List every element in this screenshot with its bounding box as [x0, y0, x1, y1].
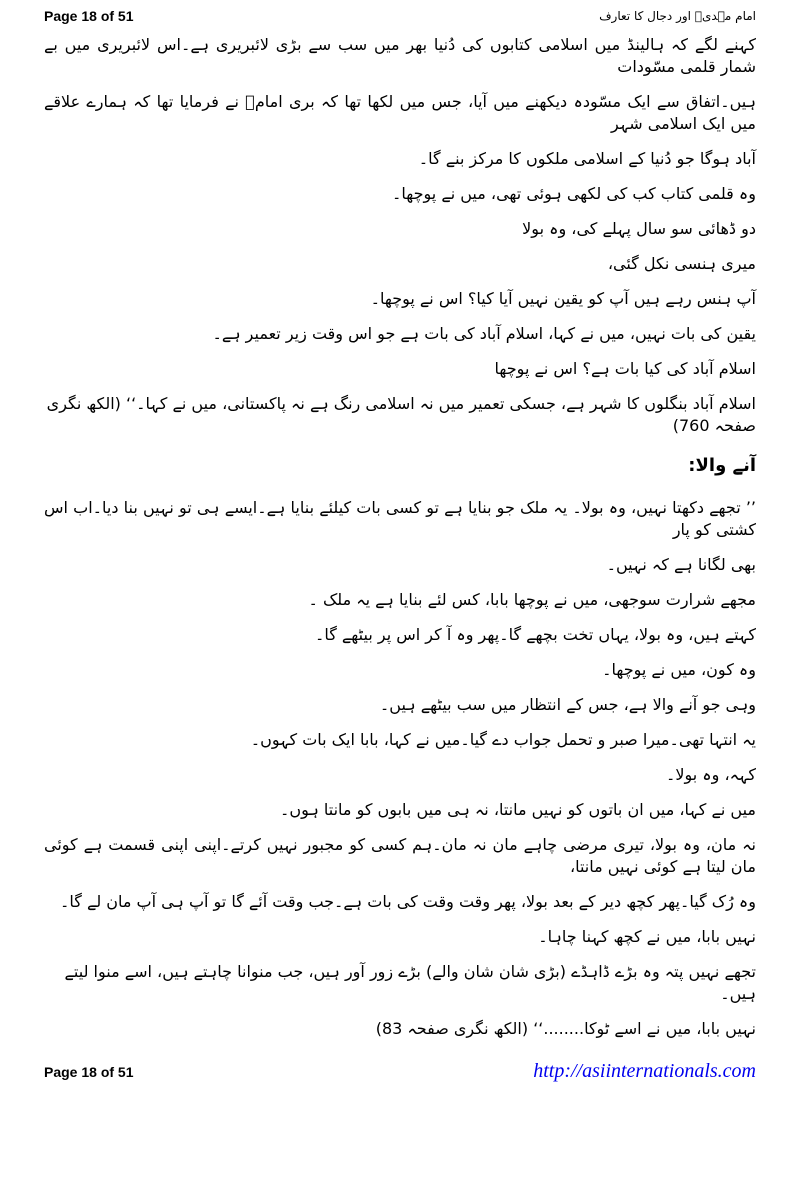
paragraph-line: مجھے شرارت سوجھی، میں نے پوچھا بابا، کس لئے بنایا ہے یہ ملک ۔: [308, 590, 756, 609]
paragraph-line: اسلام آباد کی کیا بات ہے؟ اس نے پوچھا: [494, 359, 756, 378]
paragraph-line: آباد ہوگا جو دُنیا کے اسلامی ملکوں کا مرکز بنے گا۔: [418, 149, 756, 168]
paragraph-line: کہتے ہیں، وہ بولا، یہاں تخت بچھے گا۔پھر وہ آ کر اس پر بیٹھے گا۔: [314, 625, 756, 644]
paragraph-line: میری ہنسی نکل گئی،: [607, 254, 756, 273]
paragraph-line: تجھے نہیں پتہ وہ بڑے ڈاہڈے (بڑی شان شان والے) بڑے زور آور ہیں، جب منوانا چاہتے ہیں، اسے منوا لیتے ہیں۔: [64, 962, 756, 1003]
header-page-number: Page 18 of 51: [44, 8, 134, 24]
paragraph-line: اسلام آباد بنگلوں کا شہر ہے، جسکی تعمیر میں نہ اسلامی رنگ ہے نہ پاکستانی، میں نے کہا۔‘‘ (الکھ نگری صفحہ 760): [46, 394, 756, 435]
page-footer: [44, 1060, 756, 1083]
paragraph-line: یقین کی بات نہیں، میں نے کہا، اسلام آباد کی بات ہے جو اس وقت زیر تعمیر ہے۔: [212, 324, 756, 343]
page-header: [44, 8, 756, 24]
paragraph-line: بھی لگانا ہے کہ نہیں۔: [606, 555, 756, 574]
footer-website-link[interactable]: http://asiinternationals.com: [533, 1060, 756, 1082]
paragraph-line: نہیں بابا، میں نے اسے ٹوکا........‘‘ (الکھ نگری صفحہ 83): [375, 1019, 756, 1038]
paragraph-line: وہ کون، میں نے پوچھا۔: [602, 660, 756, 679]
paragraph-line: کہہ، وہ بولا۔: [665, 765, 756, 784]
paragraph-line: یہ انتہا تھی۔میرا صبر و تحمل جواب دے گیا۔میں نے کہا، بابا ایک بات کہوں۔: [250, 730, 756, 749]
paragraph-line: وہی جو آنے والا ہے، جس کے انتظار میں سب بیٹھے ہیں۔: [379, 695, 756, 714]
page-body: [44, 34, 756, 1040]
paragraph-line: نہیں بابا، میں نے کچھ کہنا چاہا۔: [538, 927, 756, 946]
section-heading: آنے والا:: [688, 455, 756, 476]
paragraph-line: وہ قلمی کتاب کب کی لکھی ہوئی تھی، میں نے پوچھا۔: [392, 184, 756, 203]
paragraph-line: دو ڈھائی سو سال پہلے کی، وہ بولا: [522, 219, 756, 238]
paragraph-line: آپ ہنس رہے ہیں آپ کو یقین نہیں آیا کیا؟ اس نے پوچھا۔: [370, 289, 756, 308]
header-book-title: امام مہدیؑ اور دجال کا تعارف: [599, 9, 756, 23]
paragraph-line: ہیں۔اتفاق سے ایک مسّودہ دیکھنے میں آیا، جس میں لکھا تھا کہ بری امامؒ نے فرمایا تھا کہ ہمارے علاقے میں ایک اسلامی شہر: [44, 92, 756, 133]
paragraph-line: وہ رُک گیا۔پھر کچھ دیر کے بعد بولا، پھر وقت وقت کی بات ہے۔جب وقت آئے گا تو آپ ہی آپ مان لے گا۔: [59, 892, 756, 911]
footer-page-number: Page 18 of 51: [44, 1063, 134, 1080]
paragraph-line: نہ مان، وہ بولا، تیری مرضی چاہے مان نہ مان۔ہم کسی کو مجبور نہیں کرتے۔اپنی اپنی قسمت ہے کوئی مان لیتا ہے کوئی نہیں مانتا،: [44, 835, 756, 876]
paragraph-line: ’’ تجھے دکھتا نہیں، وہ بولا۔ یہ ملک جو بنایا ہے تو کسی بات کیلئے بنایا ہے۔ایسے ہی تو نہیں بنا دیا۔اب اس کشتی کو پار: [44, 498, 756, 539]
paragraph-line: کہنے لگے کہ ہالینڈ میں اسلامی کتابوں کی دُنیا بھر میں سب سے بڑی لائبریری ہے۔اس لائبریری میں بے شمار قلمی مسّودات: [44, 35, 756, 76]
paragraph-line: میں نے کہا، میں ان باتوں کو نہیں مانتا، نہ ہی میں بابوں کو مانتا ہوں۔: [280, 800, 756, 819]
